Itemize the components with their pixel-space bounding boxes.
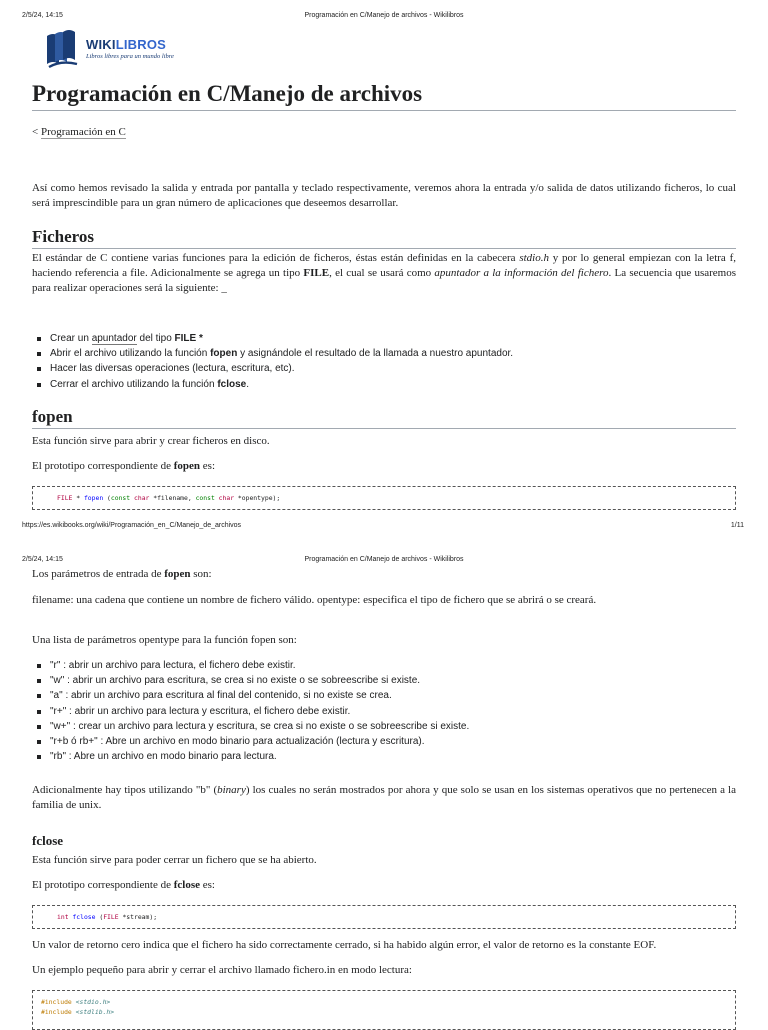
- fopen-prototype-intro: El prototipo correspondiente de fopen es:: [32, 460, 216, 472]
- open-close-example-code: #include <stdio.h> #include <stdlib.h>: [32, 990, 736, 1030]
- logo-wordmark: WIKILIBROS: [86, 37, 166, 52]
- breadcrumb: < Programación en C: [32, 126, 126, 138]
- section-heading-fopen: fopen: [32, 407, 736, 429]
- list-item: Hacer las diversas operaciones (lectura, escritura, etc).: [50, 361, 736, 376]
- print-datetime: 2/5/24, 14:15: [22, 556, 63, 563]
- list-item: "w+" : crear un archivo para lectura y escritura, se crea si no existe o se sobreescribe si existe.: [50, 719, 736, 734]
- opentype-modes-list: [32, 658, 736, 764]
- books-logo-icon: [44, 30, 80, 70]
- intro-paragraph: Así como hemos revisado la salida y entrada por pantalla y teclado respectivamente, veremos ahora la entrada y/o salida de datos utilizando ficheros, lo cual será imprescindible para un gran número de aplicaciones que deseemos desarrollar.: [32, 182, 736, 209]
- fopen-description: Esta función sirve para abrir y crear ficheros en disco.: [32, 435, 270, 447]
- print-url: https://es.wikibooks.org/wiki/Programación_en_C/Manejo_de_archivos: [22, 522, 242, 529]
- print-page-title: Programación en C/Manejo de archivos - Wikilibros: [304, 556, 464, 563]
- page-title: Programación en C/Manejo de archivos: [32, 80, 736, 111]
- list-item: Crear un apuntador del tipo FILE *: [50, 331, 736, 346]
- fclose-return-description: Un valor de retorno cero indica que el fichero ha sido correctamente cerrado, si ha habido algún error, el valor de retorno es la constante EOF.: [32, 939, 657, 951]
- fopen-params-intro: Los parámetros de entrada de fopen son:: [32, 568, 212, 580]
- breadcrumb-link[interactable]: Programación en C: [40, 126, 126, 138]
- wikilibros-logo[interactable]: [44, 30, 184, 70]
- ficheros-paragraph: El estándar de C contiene varias funciones para la edición de ficheros, éstas están definidas en la cabecera stdio.h y por lo general empiezan con la letra f, haciendo referencia a file. Adicionalmente se agrega un tipo FILE, el cual se usará como apuntador a la información del fichero. La secuencia que usaremos para realizar operaciones será la siguiente: _: [32, 252, 736, 294]
- fopen-params-description: filename: una cadena que contiene un nombre de fichero válido. opentype: especifica el tipo de fichero que se abrirá o se creará.: [32, 594, 597, 606]
- list-item: "r+b ó rb+" : Abre un archivo en modo binario para actualización (lectura y escritura).: [50, 734, 736, 749]
- list-item: Cerrar el archivo utilizando la función fclose.: [50, 377, 736, 392]
- list-item: "w" : abrir un archivo para escritura, se crea si no existe o se sobreescribe si existe.: [50, 673, 736, 688]
- print-page-title: Programación en C/Manejo de archivos - Wikilibros: [304, 12, 464, 19]
- fclose-prototype-code: int fclose (FILE *stream);: [32, 905, 736, 929]
- binary-modes-paragraph: Adicionalmente hay tipos utilizando "b" (binary) los cuales no serán mostrados por ahora y que solo se usan en los sistemas operativos que no pertenecen a la familia de unix.: [32, 784, 736, 811]
- logo-tagline: Libros libres para un mundo libre: [86, 53, 174, 60]
- print-page-number: 1/11: [730, 522, 744, 529]
- apuntador-link[interactable]: apuntador: [91, 333, 137, 344]
- fclose-prototype-intro: El prototipo correspondiente de fclose es:: [32, 879, 215, 891]
- opentype-list-intro: Una lista de parámetros opentype para la función fopen son:: [32, 634, 297, 646]
- list-item: "r+" : abrir un archivo para lectura y escritura, el fichero debe existir.: [50, 704, 736, 719]
- fclose-description: Esta función sirve para poder cerrar un fichero que se ha abierto.: [32, 854, 317, 866]
- list-item: "rb" : Abre un archivo en modo binario para lectura.: [50, 749, 736, 764]
- section-heading-ficheros: Ficheros: [32, 227, 736, 249]
- section-heading-fclose: fclose: [32, 833, 64, 848]
- list-item: "a" : abrir un archivo para escritura al final del contenido, si no existe se crea.: [50, 688, 736, 703]
- list-item: "r" : abrir un archivo para lectura, el fichero debe existir.: [50, 658, 736, 673]
- print-datetime: 2/5/24, 14:15: [22, 12, 63, 19]
- example-intro: Un ejemplo pequeño para abrir y cerrar el archivo llamado fichero.in en modo lectura:: [32, 964, 412, 976]
- fopen-prototype-code: FILE * fopen (const char *filename, const char *opentype);: [32, 486, 736, 510]
- list-item: Abrir el archivo utilizando la función fopen y asignándole el resultado de la llamada a nuestro apuntador.: [50, 346, 736, 361]
- file-operations-list: [32, 331, 736, 392]
